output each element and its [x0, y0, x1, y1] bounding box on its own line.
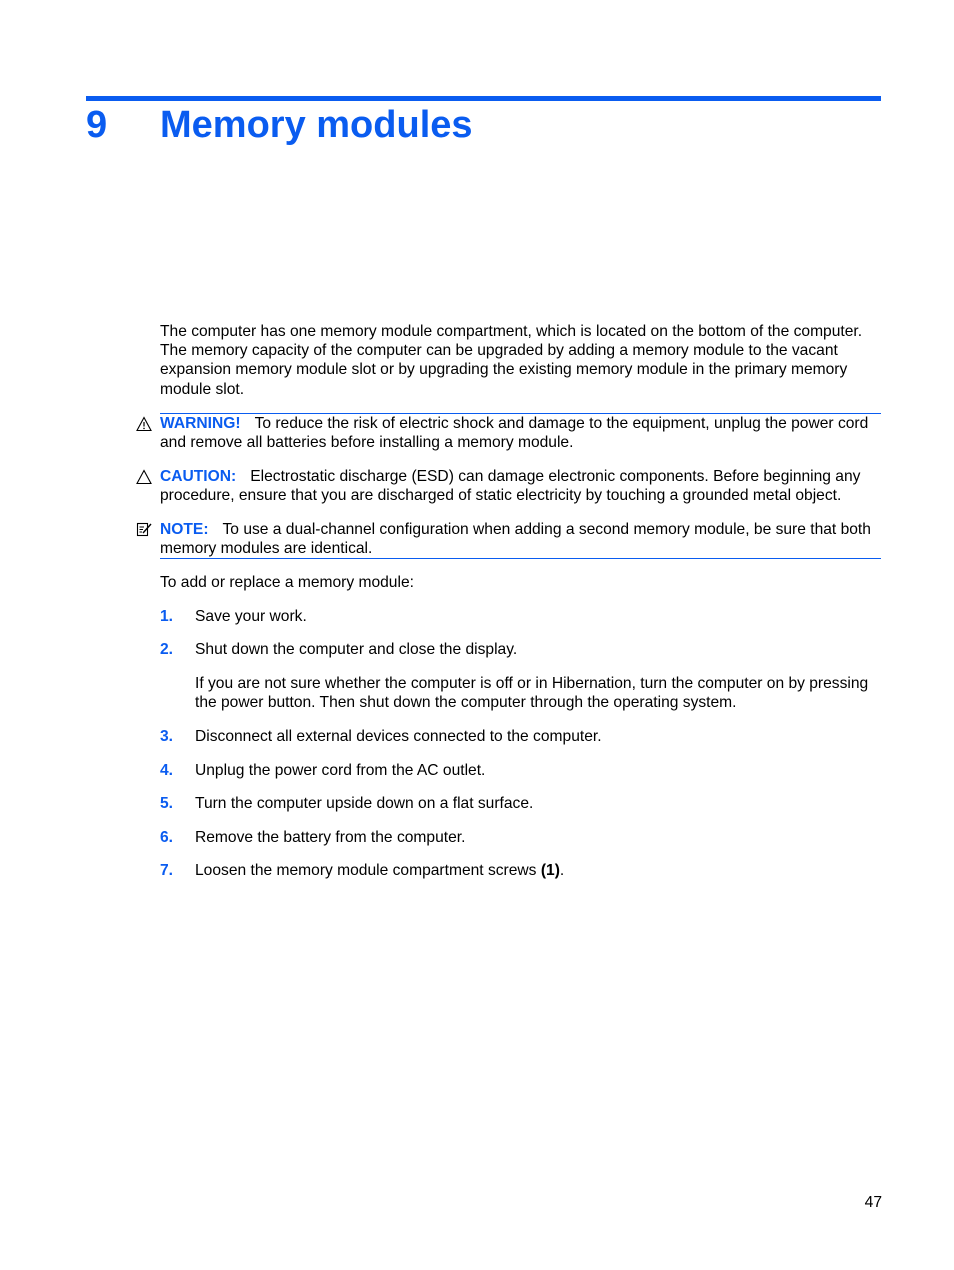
note-notice [160, 520, 882, 558]
procedure-intro: To add or replace a memory module: [160, 574, 414, 591]
warning-notice [160, 414, 882, 452]
step-number: 6. [160, 829, 174, 846]
step-number: 5. [160, 795, 174, 812]
page-number: 47 [864, 1194, 882, 1211]
caution-text: Electrostatic discharge (ESD) can damage electronic components. Before beginning any procedure, ensure that you are discharged of static electricity by touching a grounded metal object. [160, 468, 861, 505]
chapter-title: Memory modules [160, 104, 473, 146]
intro-paragraph: The computer has one memory module compartment, which is located on the bottom of the computer. The memory capacity of the computer can be upgraded by adding a memory module to the vacant expansion memory module slot or by upgrading the existing memory module in the primary memory module slot. [160, 323, 863, 398]
chapter-rule [86, 96, 881, 101]
step-number: 1. [160, 608, 174, 625]
step-number: 3. [160, 728, 174, 745]
chapter-number: 9 [86, 104, 108, 146]
note-text: To use a dual-channel configuration when adding a second memory module, be sure that both memory modules are identical. [160, 521, 871, 558]
note-bottom-rule [160, 558, 881, 559]
step-number: 2. [160, 641, 174, 658]
step-text-main: Loosen the memory module compartment screws [195, 862, 537, 879]
step-text: Turn the computer upside down on a flat surface. [195, 795, 534, 812]
step-text: Disconnect all external devices connected to the computer. [195, 728, 602, 745]
step-subtext: If you are not sure whether the computer is off or in Hibernation, turn the computer on by pressing the power button. Then shut down the computer through the operating system. [195, 675, 869, 712]
caution-notice [160, 467, 882, 505]
step-text: Save your work. [195, 608, 307, 625]
caution-icon [136, 469, 152, 485]
note-label: NOTE: [160, 521, 209, 538]
step-number: 7. [160, 862, 174, 879]
caution-label: CAUTION: [160, 468, 237, 485]
warning-icon [136, 416, 152, 432]
step-text: Remove the battery from the computer. [195, 829, 466, 846]
note-icon [136, 521, 152, 537]
step-text: Unplug the power cord from the AC outlet. [195, 762, 486, 779]
warning-text: To reduce the risk of electric shock and damage to the equipment, unplug the power cord and remove all batteries before installing a memory module. [160, 415, 869, 452]
warning-label: WARNING! [160, 415, 241, 432]
step-text: Shut down the computer and close the display. [195, 641, 518, 658]
step-text [195, 861, 882, 880]
callout-reference: (1) [540, 862, 560, 879]
step-number: 4. [160, 762, 174, 779]
step-text-trailing: . [559, 862, 565, 879]
